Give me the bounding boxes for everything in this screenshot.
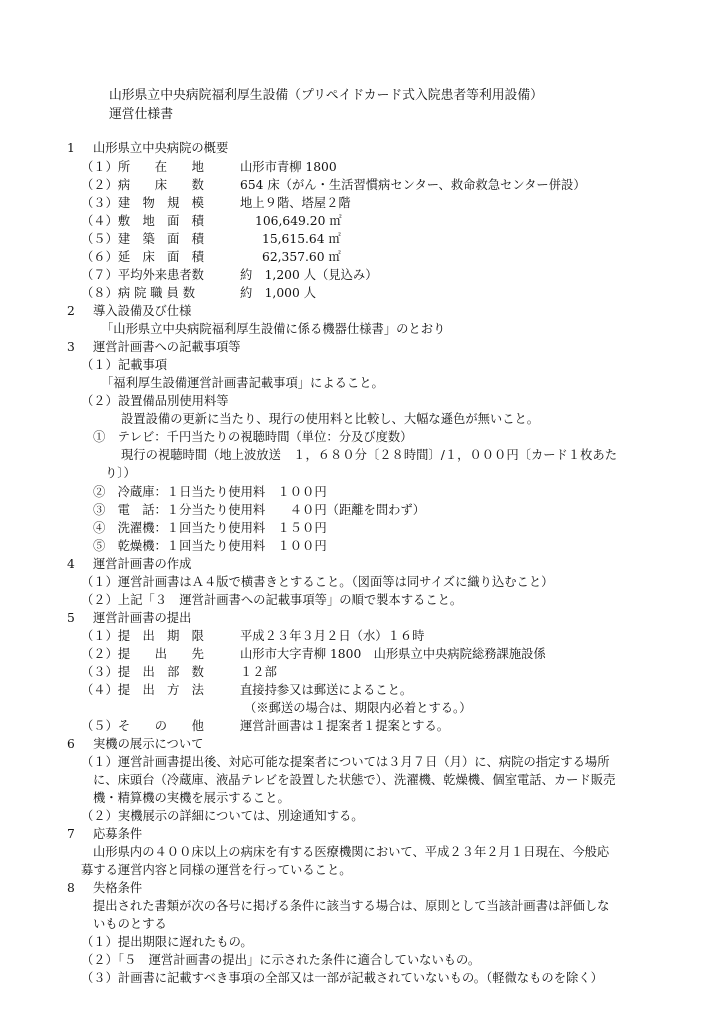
overview-value: 62,357.60 ㎡ xyxy=(262,250,341,264)
section-4-number: 4 xyxy=(67,557,75,571)
s5-label: （４）提 出 方 法 xyxy=(81,683,204,697)
overview-label: （１）所 在 地 xyxy=(81,160,204,174)
s3-tv-current-cont: り〕） xyxy=(105,466,136,480)
overview-label: （３）建 物 規 模 xyxy=(81,196,204,210)
document-subtitle: 運営仕様書 xyxy=(109,107,173,122)
s3-fee-item: ⑤ 乾燥機：１回当たり使用料 １００円 xyxy=(93,539,327,553)
s3-fee-item: ③ 電 話：１分当たり使用料 ４０円（距離を問わず） xyxy=(93,503,426,517)
s5-label: （１）提 出 期 限 xyxy=(81,629,204,643)
overview-value: 15,615.64 ㎡ xyxy=(262,232,341,246)
section-8-heading: 失格条件 xyxy=(93,881,143,895)
section-4-heading: 運営計画書の作成 xyxy=(93,557,192,571)
s8-item: （２）「５ 運営計画書の提出」に示された条件に適合していないもの。 xyxy=(81,953,481,967)
overview-value: 地上９階、塔屋２階 xyxy=(240,196,351,210)
section-2-heading: 導入設備及び仕様 xyxy=(93,304,192,318)
s3-tv-label: ① テレビ：千円当たりの視聴時間（単位：分及び度数） xyxy=(93,430,413,444)
section-7-heading: 応募条件 xyxy=(93,827,143,841)
s4-item: （２）上記「３ 運営計画書への記載事項等」の順で製本すること。 xyxy=(81,593,463,607)
s7-line: 山形県内の４００床以上の病床を有する医療機関において、平成２３年２月１日現在、今般応 xyxy=(93,845,610,859)
overview-label: （６）延 床 面 積 xyxy=(81,250,204,264)
s4-item: （１）運営計画書はＡ４版で横書きとすること。（図面等は同サイズに織り込むこと） xyxy=(81,575,554,589)
s5-value: 平成２３年３月２日（水）１６時 xyxy=(240,629,425,643)
section-7-number: 7 xyxy=(67,827,75,841)
s3-item2-label: （２）設置備品別使用料等 xyxy=(81,394,229,408)
s3-fee-item: ④ 洗濯機：１回当たり使用料 １５０円 xyxy=(93,521,327,535)
s3-fee-item: ② 冷蔵庫：１日当たり使用料 １００円 xyxy=(93,485,327,499)
s8-line: いものとする xyxy=(93,917,167,931)
s5-value: 山形市大字青柳 1800 山形県立中央病院総務課施設係 xyxy=(240,647,546,661)
s6-line: 機・精算機の実機を展示すること。 xyxy=(93,791,290,805)
s5-value: １２部 xyxy=(240,665,277,679)
s3-tv-current: 現行の視聴時間（地上波放送 １，６８０分〔２８時間〕/１，０００円〔カード１枚あた xyxy=(121,448,618,462)
section-3-number: 3 xyxy=(67,340,75,354)
s3-item2-text: 設置設備の更新に当たり、現行の使用料と比較し、大幅な遜色が無いこと。 xyxy=(121,412,540,426)
s5-value: 運営計画書は１提案者１提案とする。 xyxy=(240,719,450,733)
document-title: 山形県立中央病院福利厚生設備（プリペイドカード式入院患者等利用設備） xyxy=(109,88,543,103)
overview-label: （８）病 院 職 員 数 xyxy=(81,286,196,300)
s8-line: 提出された書類が次の各号に掲げる条件に該当する場合は、原則として当該計画書は評価しな xyxy=(93,899,610,913)
section-6-number: 6 xyxy=(67,737,75,751)
s5-note: （※郵送の場合は、期限内必着とする。） xyxy=(244,701,472,715)
overview-value: 山形市青柳 1800 xyxy=(240,160,337,174)
section-5-number: 5 xyxy=(67,611,75,625)
section-8-number: 8 xyxy=(67,881,75,895)
section-2-text: 「山形県立中央病院福利厚生設備に係る機器仕様書」のとおり xyxy=(101,322,446,336)
s3-item1-text: 「福利厚生設備運営計画書記載事項」によること。 xyxy=(101,376,384,390)
overview-value: 106,649.20 ㎡ xyxy=(255,214,342,228)
overview-label: （４）敷 地 面 積 xyxy=(81,214,204,228)
s8-item: （３）計画書に記載すべき事項の全部又は一部が記載されていないもの。（軽微なものを除く） xyxy=(81,971,603,985)
overview-label: （２）病 床 数 xyxy=(81,178,204,192)
overview-label: （５）建 築 面 積 xyxy=(81,232,204,246)
section-6-heading: 実機の展示について xyxy=(93,737,204,751)
section-1-heading: 山形県立中央病院の概要 xyxy=(93,141,229,155)
s5-label: （２）提 出 先 xyxy=(81,647,204,661)
s5-label: （５）そ の 他 xyxy=(81,719,204,733)
s3-item1-label: （１）記載事項 xyxy=(81,358,168,372)
overview-value: 654 床（がん・生活習慣病センター、救命救急センター併設） xyxy=(240,178,586,192)
section-5-heading: 運営計画書の提出 xyxy=(93,611,192,625)
s8-item: （１）提出期限に遅れたもの。 xyxy=(81,935,253,949)
s6-line: （２）実機展示の詳細については、別途通知する。 xyxy=(81,809,364,823)
s5-value: 直接持参又は郵送によること。 xyxy=(240,683,413,697)
s6-line: に、床頭台（冷蔵庫、液晶テレビを設置した状態で）、洗濯機、乾燥機、個室電話、カード販売 xyxy=(93,773,616,787)
overview-value: 約 1,000 人 xyxy=(240,286,317,300)
section-3-heading: 運営計画書への記載事項等 xyxy=(93,340,241,354)
s7-line: 募する運営内容と同様の運営を行っていること。 xyxy=(81,863,352,877)
section-2-number: 2 xyxy=(67,304,75,318)
s6-line: （１）運営計画書提出後、対応可能な提案者については３月７日（月）に、病院の指定する場所 xyxy=(81,755,610,769)
overview-label: （７）平均外来患者数 xyxy=(81,268,204,282)
s5-label: （３）提 出 部 数 xyxy=(81,665,204,679)
overview-value: 約 1,200 人（見込み） xyxy=(240,268,378,282)
section-1-number: 1 xyxy=(67,141,75,155)
